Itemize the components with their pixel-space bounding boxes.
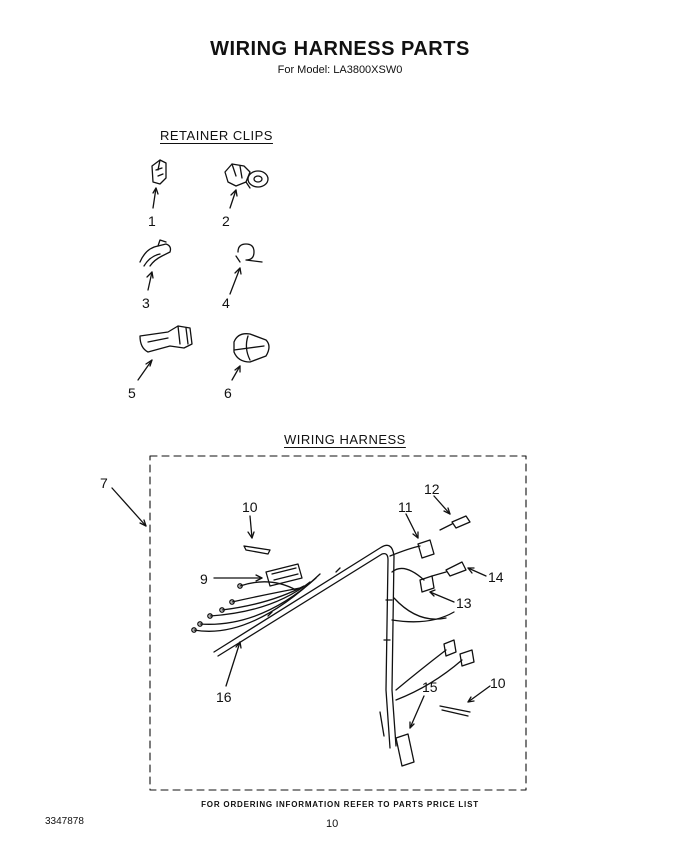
retainer-clip-4 (236, 244, 262, 262)
callout-12: 12 (424, 481, 440, 497)
retainer-clip-5 (140, 326, 192, 352)
callout-16: 16 (216, 689, 232, 705)
callout-10-top: 10 (242, 499, 258, 515)
leader-arrow-11 (406, 514, 418, 538)
callout-14: 14 (488, 569, 504, 585)
document-number: 3347878 (45, 816, 84, 827)
retainer-clip-3 (140, 240, 171, 266)
leader-arrow-15 (410, 696, 424, 728)
callout-4: 4 (222, 295, 230, 311)
page-number: 10 (326, 818, 339, 830)
callout-10-bottom: 10 (490, 675, 506, 691)
callout-15: 15 (422, 679, 438, 695)
callout-6: 6 (224, 385, 232, 401)
callout-2: 2 (222, 213, 230, 229)
model-subtitle: For Model: LA3800XSW0 (277, 64, 403, 76)
leader-arrow-6 (232, 366, 240, 380)
callout-7: 7 (100, 475, 108, 491)
callout-9: 9 (200, 571, 208, 587)
wiring-harness-heading: WIRING HARNESS (284, 432, 406, 447)
harness-frame (150, 456, 526, 790)
callout-11: 11 (398, 499, 413, 515)
callout-1: 1 (148, 213, 156, 229)
retainer-clip-1 (152, 160, 166, 184)
wiring-harness-assembly (192, 516, 474, 766)
leader-arrow-7 (112, 488, 146, 526)
leader-arrow-16 (226, 642, 240, 686)
leader-arrow-12 (434, 496, 450, 514)
callout-13: 13 (456, 595, 472, 611)
leader-arrow-13 (430, 592, 454, 602)
retainer-clip-2 (225, 164, 268, 188)
retainer-clip-6 (234, 334, 269, 362)
ordering-note: FOR ORDERING INFORMATION REFER TO PARTS PRICE LIST (201, 800, 479, 809)
leader-arrow-10-bottom (468, 686, 490, 702)
callout-5: 5 (128, 385, 136, 401)
leader-arrow-4 (230, 268, 240, 294)
retainer-clips-heading: RETAINER CLIPS (160, 128, 273, 143)
leader-arrow-5 (138, 360, 152, 380)
page-title: WIRING HARNESS PARTS (210, 38, 470, 60)
callout-3: 3 (142, 295, 150, 311)
